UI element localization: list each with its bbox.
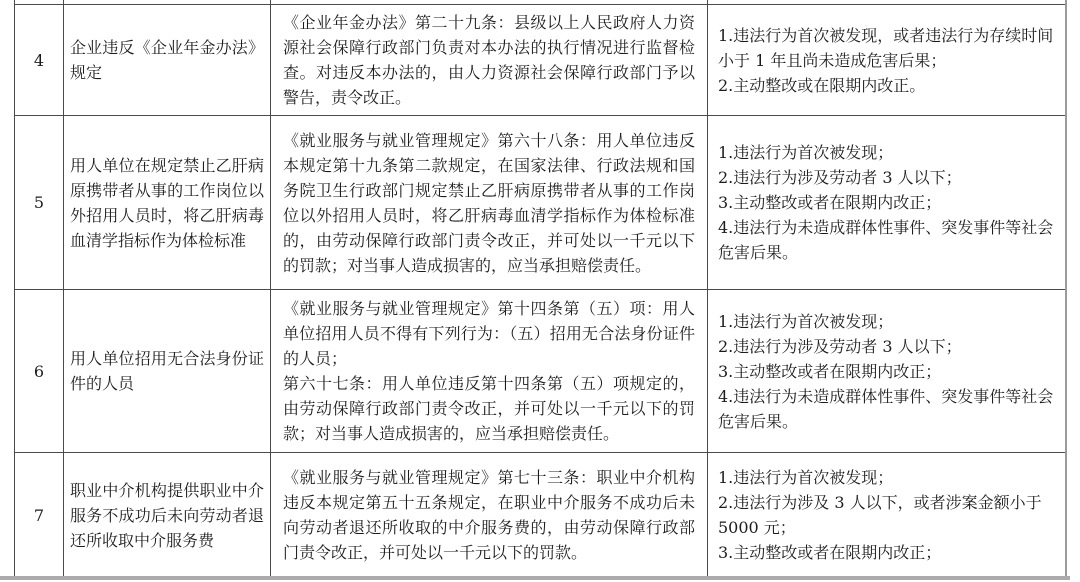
condition-item: 3.主动整改或者在限期内改正； bbox=[718, 361, 942, 381]
condition-item: 3.主动整改或者在限期内改正； bbox=[718, 193, 942, 212]
table-row bbox=[15, 289, 1065, 452]
condition-item: 1.违法行为首次被发现； bbox=[718, 468, 894, 487]
table-row bbox=[15, 452, 1065, 577]
legal-basis-cell bbox=[271, 290, 708, 452]
violation-cell bbox=[64, 116, 271, 289]
conditions-cell bbox=[708, 5, 1065, 115]
table-row bbox=[15, 4, 1065, 115]
condition-item: 1.违法行为首次被发现； bbox=[718, 311, 894, 331]
row-number: 5 bbox=[33, 193, 45, 212]
violation-text: 企业违反《企业年金办法》规定 bbox=[70, 38, 264, 82]
regulation-table bbox=[14, 0, 1067, 577]
legal-basis-cell bbox=[271, 5, 708, 115]
condition-item: 2.违法行为涉及劳动者 3 人以下； bbox=[718, 168, 962, 187]
row-number-cell bbox=[15, 453, 64, 577]
condition-item: 4.违法行为未造成群体性事件、突发事件等社会危害后果。 bbox=[718, 386, 1054, 431]
condition-item: 2.违法行为涉及劳动者 3 人以下； bbox=[718, 336, 962, 356]
condition-item: 2.违法行为涉及 3 人以下，或者涉案金额小于 5000 元； bbox=[718, 493, 1042, 537]
legal-basis-cell bbox=[271, 453, 708, 577]
condition-item: 3.主动整改或者在限期内改正； bbox=[718, 543, 942, 562]
row-number: 7 bbox=[33, 505, 45, 525]
violation-cell bbox=[64, 453, 271, 577]
violation-text: 用人单位招用无合法身份证件的人员 bbox=[70, 349, 264, 393]
page-bottom-edge bbox=[0, 576, 1070, 580]
condition-item: 2.主动整改或在限期内改正。 bbox=[718, 75, 926, 95]
row-number-cell bbox=[15, 116, 64, 289]
legal-paragraph: 第六十七条：用人单位违反第十四条第（五）项规定的，由劳动保障行政部门责令改正，并可处以一千元以下的罚款；对当事人造成损害的，应当承担赔偿责任。 bbox=[283, 374, 695, 443]
row-number: 6 bbox=[33, 361, 45, 381]
row-number-cell bbox=[15, 0, 64, 4]
row-number-cell bbox=[15, 290, 64, 452]
violation-text: 职业中介机构提供职业中介服务不成功后未向劳动者退还所收取中介服务费 bbox=[70, 480, 264, 550]
table-row-cutoff-top bbox=[15, 0, 1065, 4]
legal-paragraph: 《就业服务与就业管理规定》第十四条第（五）项：用人单位招用人员不得有下列行为：（五）招用无合法身份证件的人员； bbox=[283, 299, 695, 368]
violation-text: 用人单位在规定禁止乙肝病原携带者从事的工作岗位以外招用人员时，将乙肝病毒血清学指标作为体检标准 bbox=[70, 155, 264, 250]
conditions-cell bbox=[708, 290, 1065, 452]
violation-cell bbox=[64, 290, 271, 452]
row-number-cell bbox=[15, 5, 64, 115]
condition-item: 1.违法行为首次被发现，或者违法行为存续时间小于 1 年且尚未造成危害后果； bbox=[718, 25, 1054, 70]
conditions-cell bbox=[708, 116, 1065, 289]
row-number: 4 bbox=[33, 50, 45, 70]
legal-paragraph: 《就业服务与就业管理规定》第七十三条：职业中介机构违反本规定第五十五条规定，在职业中介服务不成功后未向劳动者退还所收取的中介服务费的，由劳动保障行政部门责令改正，并可处以一千元以下的罚款。 bbox=[283, 468, 695, 562]
conditions-cell bbox=[708, 453, 1065, 577]
condition-item: 1.违法行为首次被发现； bbox=[718, 143, 894, 162]
violation-cell bbox=[64, 5, 271, 115]
condition-item: 4.违法行为未造成群体性事件、突发事件等社会危害后果。 bbox=[718, 218, 1054, 262]
table-row bbox=[15, 115, 1065, 289]
legal-paragraph: 《企业年金办法》第二十九条：县级以上人民政府人力资源社会保障行政部门负责对本办法的执行情况进行监督检查。对违反本办法的，由人力资源社会保障行政部门予以警告，责令改正。 bbox=[283, 13, 695, 107]
legal-paragraph: 《就业服务与就业管理规定》第六十八条：用人单位违反本规定第十九条第二款规定，在国家法律、行政法规和国务院卫生行政部门规定禁止乙肝病原携带者从事的工作岗位以外招用人员时，将乙肝病毒血清学指标作为体检标准的，由劳动保障行政部门责令改正，并可处以一千元以下的罚款；对当事人造成损害的，应当承担赔偿责任。 bbox=[283, 130, 695, 275]
legal-basis-cell bbox=[271, 116, 708, 289]
